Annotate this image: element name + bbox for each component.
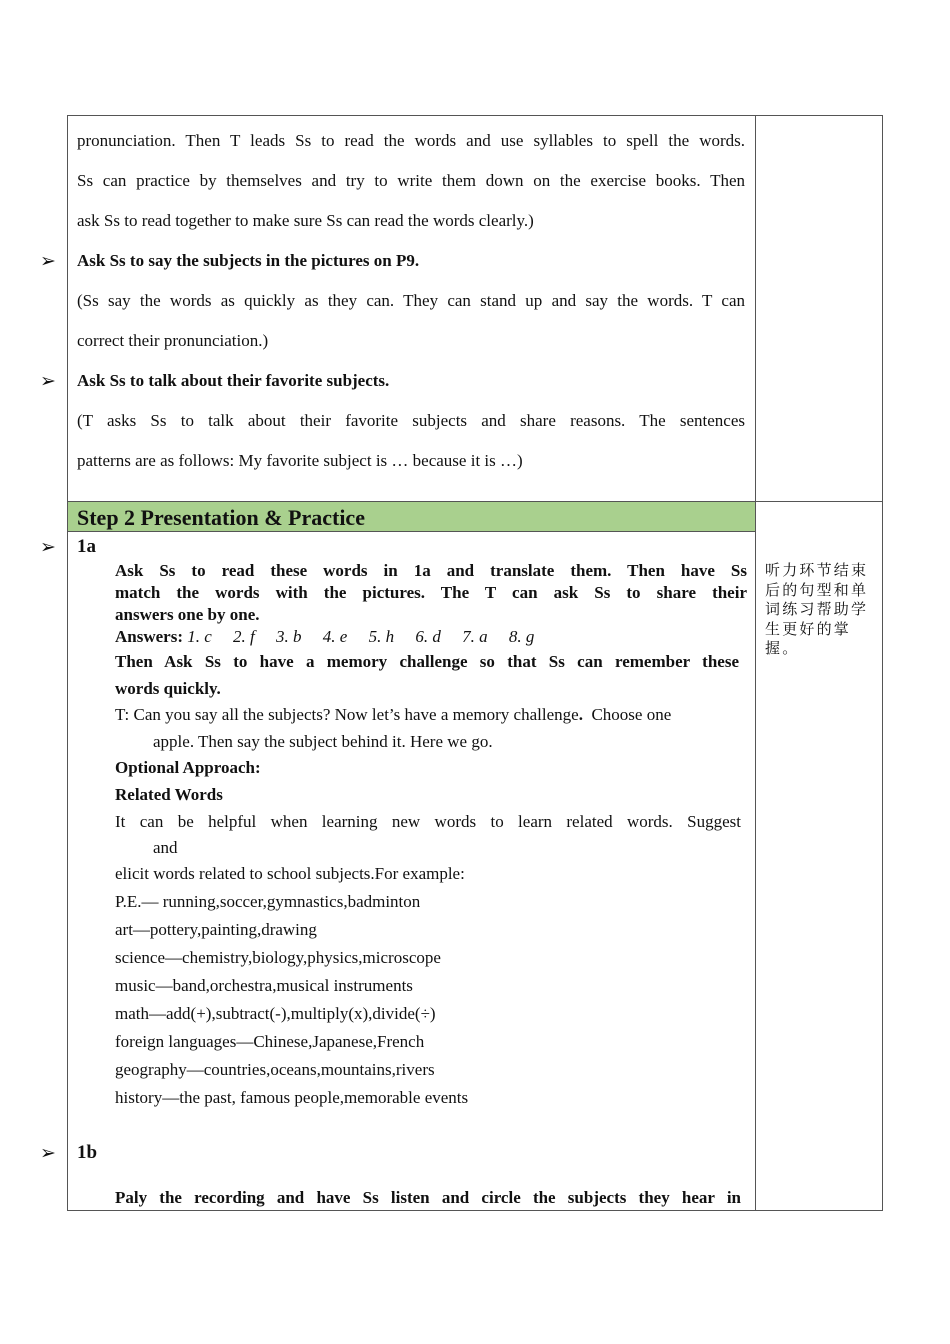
teacher-line-part-c: Choose one xyxy=(582,705,672,724)
1a-teacher-line-1 xyxy=(115,705,671,725)
related-word-item: science—chemistry,biology,physics,microscope xyxy=(115,948,441,967)
elicit-line: elicit words related to school subjects.For example: xyxy=(115,864,465,883)
bullet-subjects-line-1: (Ss say the words as quickly as they can. They can stand up and say the words. T can xyxy=(77,291,745,310)
1b-instruction-line-1: Paly the recording and have Ss listen and circle the subjects they hear in xyxy=(115,1188,741,1207)
intro-line-3: ask Ss to read together to make sure Ss can read the words clearly.) xyxy=(77,211,534,230)
bullet-subjects-title: Ask Ss to say the subjects in the pictures on P9. xyxy=(77,251,420,270)
optional-approach-heading: Optional Approach: xyxy=(115,758,261,777)
1a-answers xyxy=(115,627,534,647)
bullet-favorite-line-2: patterns are as follows: My favorite subject is … because it is …) xyxy=(77,451,523,470)
step-2-title: Step 2 Presentation & Practice xyxy=(77,505,365,530)
helpful-line-2: and xyxy=(153,838,178,857)
related-word-item: math—add(+),subtract(-),multiply(x),divide(÷) xyxy=(115,1004,436,1023)
1a-challenge-line-2: words quickly. xyxy=(115,679,221,698)
helpful-line-1: It can be helpful when learning new words to learn related words. Suggest xyxy=(115,812,741,831)
side-note: 听力环节结束后的句型和单词练习帮助学生更好的掌握。 xyxy=(765,561,869,657)
intro-line-2: Ss can practice by themselves and try to write them down on the exercise books. Then xyxy=(77,171,745,190)
column-divider xyxy=(755,115,756,1211)
bullet-favorite-line-1: (T asks Ss to talk about their favorite subjects and share reasons. The sentences xyxy=(77,411,745,430)
related-word-item: geography—countries,oceans,mountains,rivers xyxy=(115,1060,435,1079)
bullet-arrow-icon: ➢ xyxy=(40,536,56,558)
related-word-item: foreign languages—Chinese,Japanese,French xyxy=(115,1032,425,1051)
1a-teacher-line-2: apple. Then say the subject behind it. Here we go. xyxy=(153,732,493,751)
1a-instruction-line-3: answers one by one. xyxy=(115,605,260,624)
1a-instruction-line-2: match the words with the pictures. The T can ask Ss to share their xyxy=(115,583,747,602)
related-word-item: history—the past, famous people,memorable events xyxy=(115,1088,469,1107)
bullet-arrow-icon: ➢ xyxy=(40,370,56,392)
bullet-subjects-line-2: correct their pronunciation.) xyxy=(77,331,269,350)
teacher-line-part-b: . xyxy=(578,705,583,724)
related-word-item: music—band,orchestra,musical instruments xyxy=(115,976,413,995)
answers-label: Answers: xyxy=(115,627,183,646)
related-words-heading: Related Words xyxy=(115,785,223,804)
1a-challenge-line-1: Then Ask Ss to have a memory challenge so that Ss can remember these xyxy=(115,652,739,671)
related-word-item: P.E.— running,soccer,gymnastics,badminton xyxy=(115,892,421,911)
intro-line-1: pronunciation. Then T leads Ss to read the words and use syllables to spell the words. xyxy=(77,131,745,150)
answers-values: 1. c 2. f 3. b 4. e 5. h 6. d 7. a 8. g xyxy=(187,627,535,646)
teacher-line-part-a: T: Can you say all the subjects? Now let’s have a memory challenge xyxy=(115,705,579,724)
bullet-favorite-title: Ask Ss to talk about their favorite subjects. xyxy=(77,371,390,390)
section-1b-label: 1b xyxy=(77,1142,98,1163)
bullet-arrow-icon: ➢ xyxy=(40,250,56,272)
related-word-item: art—pottery,painting,drawing xyxy=(115,920,317,939)
1a-instruction-line-1: Ask Ss to read these words in 1a and translate them. Then have Ss xyxy=(115,561,747,580)
section-1a-label: 1a xyxy=(77,536,96,557)
bullet-arrow-icon: ➢ xyxy=(40,1142,56,1164)
